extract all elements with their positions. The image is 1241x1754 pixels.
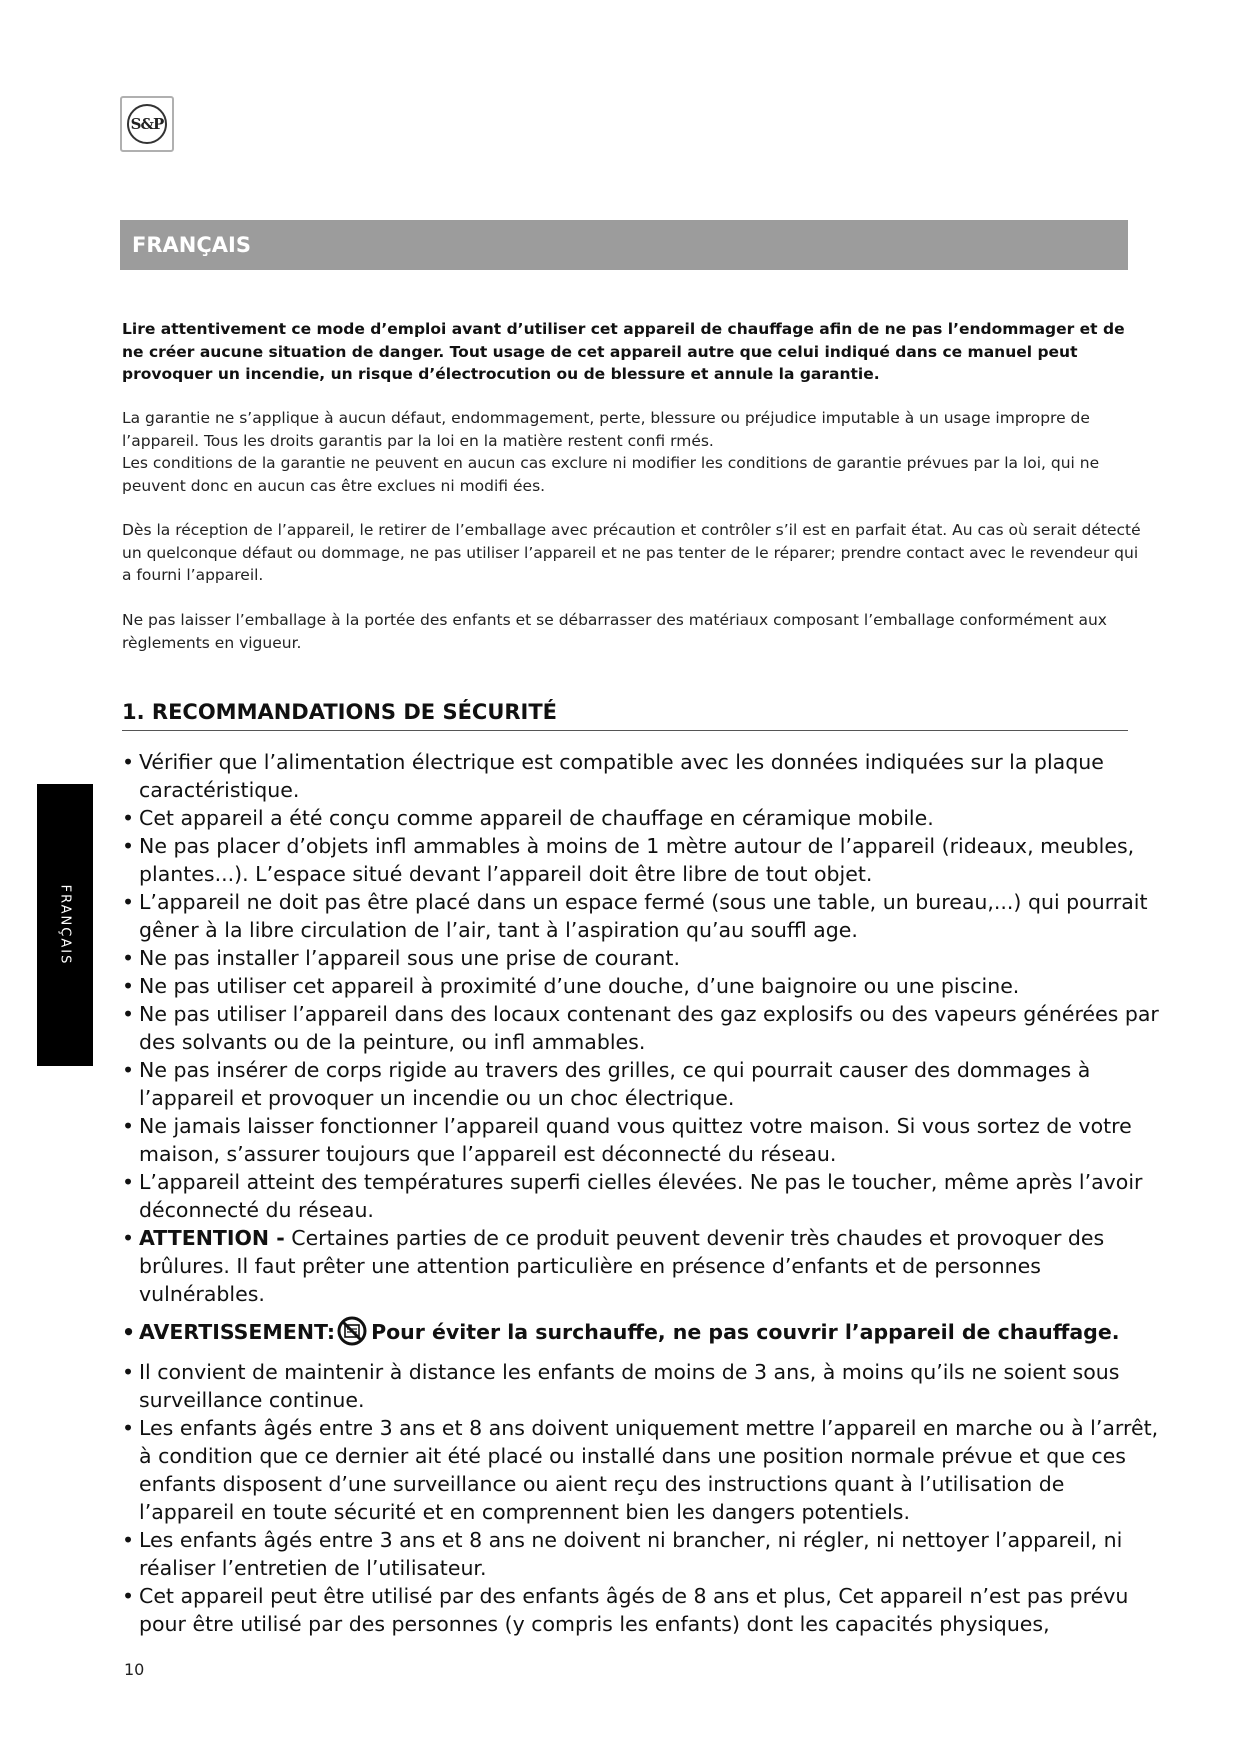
list-item: • Cet appareil peut être utilisé par des enfants âgés de 8 ans et plus, Cet appareil n’est pas prévu pour être utilisé par des personnes (y compris les enfants) dont les capacités physiques, (122, 1582, 1162, 1638)
intro-guarantee-1: La garantie ne s’applique à aucun défaut, endommagement, perte, blessure ou préjudice imputable à un usage impropre de l’appareil. Tous les droits garantis par la loi en la matière restent confi rmés. (122, 409, 1090, 450)
list-item: • Vérifier que l’alimentation électrique est compatible avec les données indiquées sur la plaque caractéristique. (122, 748, 1162, 804)
list-item: • Cet appareil a été conçu comme appareil de chauffage en céramique mobile. (122, 804, 1162, 832)
page-number: 10 (124, 1660, 145, 1679)
attention-text: Certaines parties de ce produit peuvent devenir très chaudes et provoquer des brûlures. Il faut prêter une attention particulière en présence d’enfants et de personnes vulnérables. (139, 1226, 1105, 1306)
warning-item (122, 1314, 1162, 1350)
section-title: 1. RECOMMANDATIONS DE SÉCURITÉ (122, 700, 1128, 731)
safety-list (122, 748, 1162, 1638)
list-item: • Ne pas placer d’objets infl ammables à moins de 1 mètre autour de l’appareil (rideaux, meubles, plantes...). L’espace situé devant l’appareil doit être libre de tout objet. (122, 832, 1162, 888)
attention-item (122, 1224, 1162, 1308)
list-item: • Ne pas insérer de corps rigide au travers des grilles, ce qui pourrait causer des dommages à l’appareil et provoquer un incendie ou un choc électrique. (122, 1056, 1162, 1112)
side-language-tab (37, 784, 93, 1066)
intro-reception: Dès la réception de l’appareil, le retirer de l’emballage avec précaution et contrôler s’il est en parfait état. Au cas où serait détecté un quelconque défaut ou dommage, ne pas utiliser l’appareil et ne pas tenter de le réparer; prendre contact avec le revendeur qui a fourni l’appareil. (122, 521, 1141, 584)
attention-label: ATTENTION - (139, 1226, 285, 1250)
intro-packaging: Ne pas laisser l’emballage à la portée des enfants et se débarrasser des matériaux composant l’emballage conformément aux règlements en vigueur. (122, 611, 1107, 652)
list-item: • L’appareil atteint des températures superfi cielles élevées. Ne pas le toucher, même après l’avoir déconnecté du réseau. (122, 1168, 1162, 1224)
list-item: • Les enfants âgés entre 3 ans et 8 ans doivent uniquement mettre l’appareil en marche ou à l’arrêt, à condition que ce dernier ait été placé ou installé dans une position normale prévue et que ces enfants disposent d’une surveillance ou aient reçu des instructions quant à l’utilisation de l’appareil en toute sécurité et en comprennent bien les dangers potentiels. (122, 1414, 1162, 1526)
intro-warning: Lire attentivement ce mode d’emploi avant d’utiliser cet appareil de chauffage afin de ne pas l’endommager et de ne créer aucune situation de danger. Tout usage de cet appareil autre que celui indiqué dans ce manuel peut provoquer un incendie, un risque d’électrocution ou de blessure et annule la garantie. (122, 320, 1125, 383)
brand-logo-text: S&P (127, 104, 167, 144)
language-header: FRANÇAIS (120, 220, 1128, 270)
side-language-label: FRANÇAIS (57, 884, 73, 966)
list-item: • Il convient de maintenir à distance les enfants de moins de 3 ans, à moins qu’ils ne soient sous surveillance continue. (122, 1358, 1162, 1414)
intro-guarantee-2: Les conditions de la garantie ne peuvent en aucun cas exclure ni modifier les conditions de garantie prévues par la loi, qui ne peuvent donc en aucun cas être exclues ni modifi ées. (122, 454, 1100, 495)
list-item: • Ne jamais laisser fonctionner l’appareil quand vous quittez votre maison. Si vous sortez de votre maison, s’assurer toujours que l’appareil est déconnecté du réseau. (122, 1112, 1162, 1168)
warning-text: Pour éviter la surchauffe, ne pas couvrir l’appareil de chauffage. (371, 1320, 1120, 1344)
list-item: • Ne pas utiliser cet appareil à proximité d’une douche, d’une baignoire ou une piscine. (122, 972, 1162, 1000)
warning-label: AVERTISSEMENT: (139, 1320, 336, 1344)
do-not-cover-icon (337, 1316, 367, 1346)
list-item: • Ne pas installer l’appareil sous une prise de courant. (122, 944, 1162, 972)
list-item: • Les enfants âgés entre 3 ans et 8 ans ne doivent ni brancher, ni régler, ni nettoyer l’appareil, ni réaliser l’entretien de l’utilisateur. (122, 1526, 1162, 1582)
list-item: • L’appareil ne doit pas être placé dans un espace fermé (sous une table, un bureau,...) qui pourrait gêner à la libre circulation de l’air, tant à l’aspiration qu’au souffl age. (122, 888, 1162, 944)
brand-logo (120, 96, 174, 152)
list-item: • Ne pas utiliser l’appareil dans des locaux contenant des gaz explosifs ou des vapeurs générées par des solvants ou de la peinture, ou infl ammables. (122, 1000, 1162, 1056)
